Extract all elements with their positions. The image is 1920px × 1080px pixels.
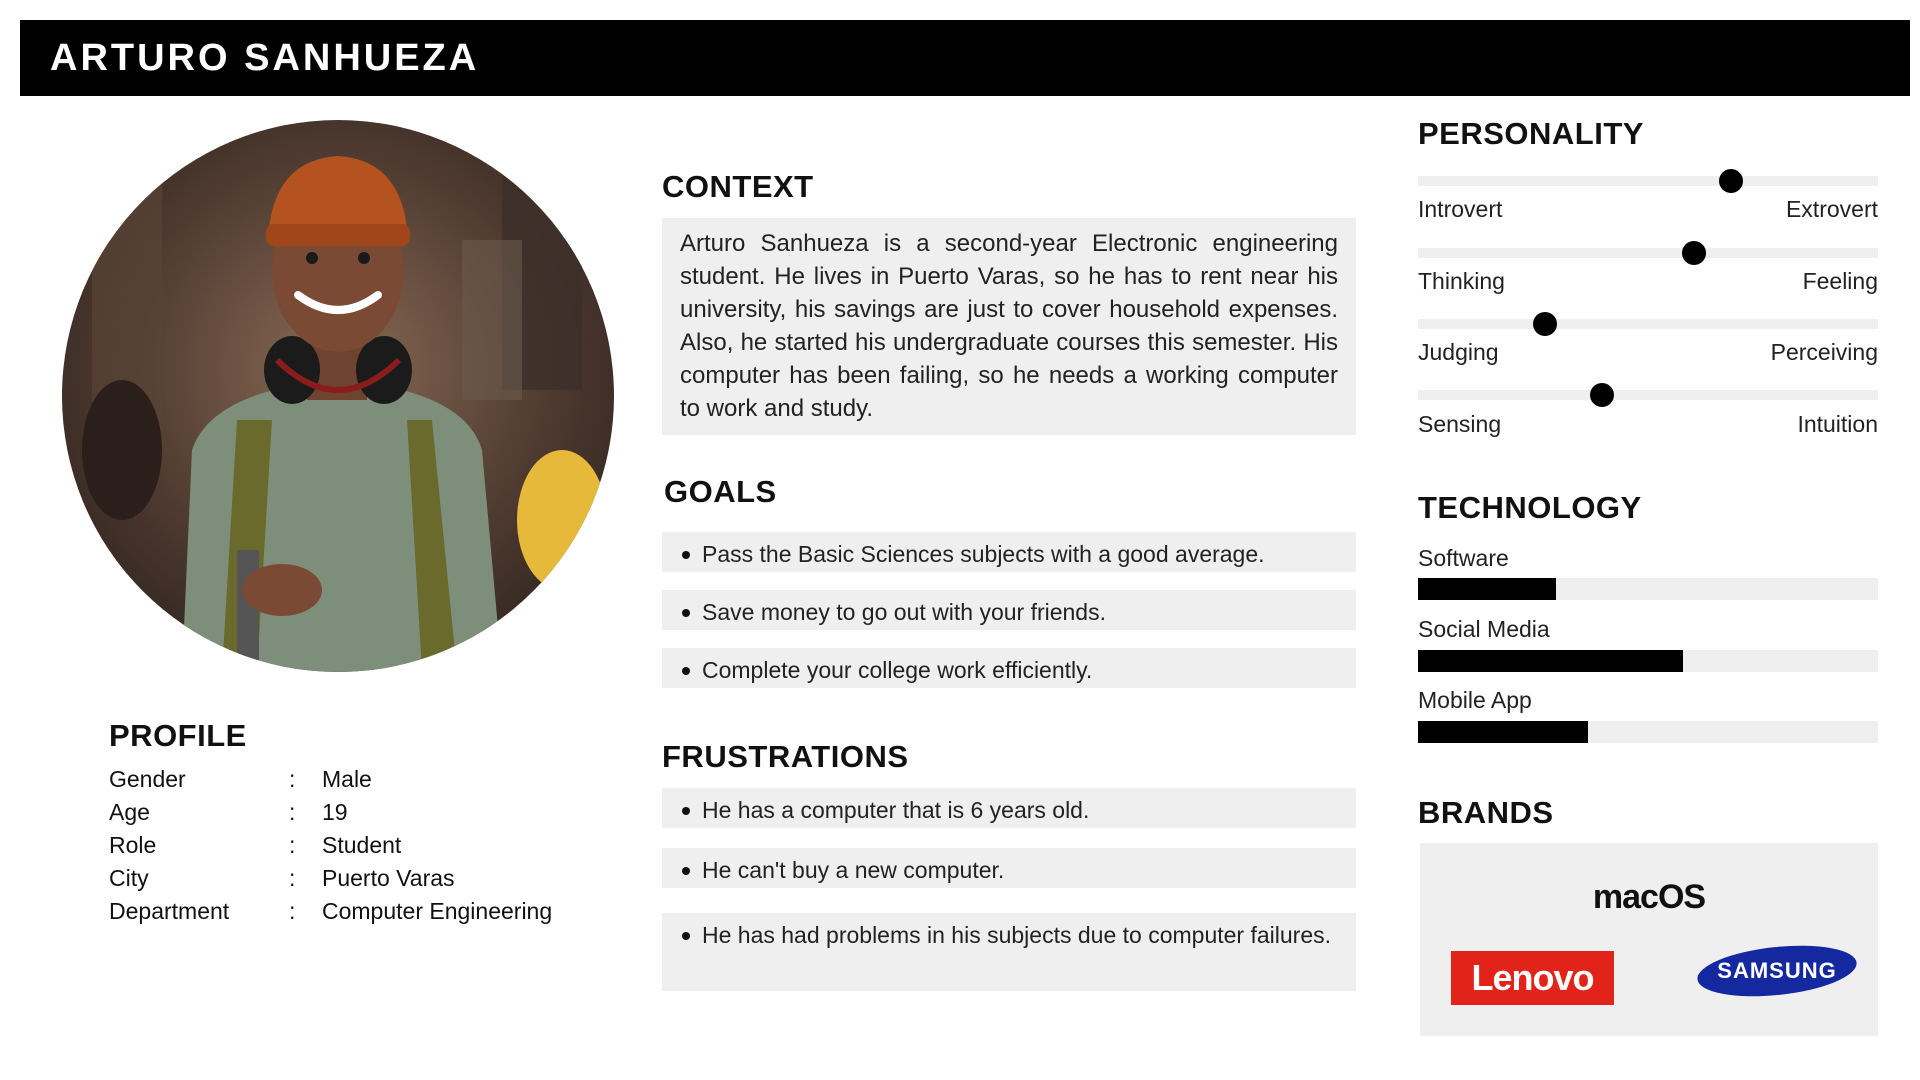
frustration-text: He has had problems in his subjects due to computer failures.: [702, 922, 1331, 948]
header-bar: [20, 20, 1910, 96]
bullet-icon: [682, 551, 690, 559]
profile-key: Age: [109, 799, 150, 825]
personality-slider: [1418, 248, 1878, 258]
goal-item: [662, 532, 1356, 572]
profile-colon: :: [289, 832, 296, 858]
tech-label: Mobile App: [1418, 687, 1532, 713]
profile-key: Role: [109, 832, 157, 858]
frustration-item: [662, 913, 1356, 991]
slider-right-label: Intuition: [1797, 411, 1878, 437]
samsung-logo-text: SAMSUNG: [1717, 958, 1837, 983]
personality-slider: [1418, 390, 1878, 400]
tech-bar: [1418, 650, 1878, 672]
profile-title: PROFILE: [109, 718, 247, 753]
goal-text: Pass the Basic Sciences subjects with a good average.: [702, 541, 1265, 567]
bullet-icon: [682, 667, 690, 675]
goal-item: [662, 590, 1356, 630]
profile-colon: :: [289, 766, 296, 792]
person-photo-icon: [62, 120, 614, 672]
brands-box: [1420, 843, 1878, 1036]
brands-title: BRANDS: [1418, 795, 1554, 830]
profile-colon: :: [289, 799, 296, 825]
slider-left-label: Thinking: [1418, 268, 1505, 294]
profile-value: Puerto Varas: [322, 865, 455, 891]
profile-value: 19: [322, 799, 348, 825]
personality-slider: [1418, 319, 1878, 329]
macos-logo: macOS: [1592, 878, 1706, 916]
goals-title: GOALS: [664, 474, 777, 509]
goal-text: Save money to go out with your friends.: [702, 599, 1106, 625]
personality-title: PERSONALITY: [1418, 116, 1644, 151]
tech-bar: [1418, 721, 1878, 743]
persona-photo: [62, 120, 614, 672]
slider-knob: [1590, 383, 1614, 407]
personality-slider: [1418, 176, 1878, 186]
profile-row-age: [109, 796, 569, 829]
tech-bar-fill: [1418, 650, 1683, 672]
profile-value: Male: [322, 766, 372, 792]
tech-label: Software: [1418, 545, 1509, 571]
frustration-text: He has a computer that is 6 years old.: [702, 797, 1090, 823]
bullet-icon: [682, 867, 690, 875]
persona-name: ARTURO SANHUEZA: [50, 37, 480, 79]
frustration-text: He can't buy a new computer.: [702, 857, 1005, 883]
lenovo-logo: Lenovo: [1451, 951, 1614, 1005]
profile-key: Department: [109, 898, 230, 924]
frustration-item: [662, 788, 1356, 828]
slider-knob: [1533, 312, 1557, 336]
profile-colon: :: [289, 865, 296, 891]
technology-title: TECHNOLOGY: [1418, 490, 1642, 525]
profile-value: Computer Engineering: [322, 898, 553, 924]
slider-right-label: Extrovert: [1785, 196, 1878, 222]
slider-left-label: Judging: [1418, 339, 1499, 365]
tech-bar-fill: [1418, 721, 1588, 743]
profile-key: Gender: [109, 766, 186, 792]
profile-key: City: [109, 865, 149, 891]
bullet-icon: [682, 807, 690, 815]
bullet-icon: [682, 932, 690, 940]
slider-right-label: Feeling: [1802, 268, 1878, 294]
goal-text: Complete your college work efficiently.: [702, 657, 1093, 683]
slider-left-label: Introvert: [1418, 196, 1503, 222]
context-title: CONTEXT: [662, 169, 814, 204]
goal-item: [662, 648, 1356, 688]
slider-knob: [1682, 241, 1706, 265]
profile-colon: :: [289, 898, 296, 924]
frustration-item: [662, 848, 1356, 888]
context-text: Arturo Sanhueza is a second-year Electronic engineering student. He lives in Puerto Varas, so he has to rent near his university, his savings are just to cover household expenses. Also, he started his undergraduate courses this semester. His computer has been failing, so he needs a working computer to work and study.: [680, 230, 1338, 422]
bullet-icon: [682, 609, 690, 617]
slider-left-label: Sensing: [1418, 411, 1502, 437]
profile-row-city: [109, 862, 569, 895]
samsung-logo-icon: [1696, 943, 1858, 999]
profile-row-department: [109, 895, 569, 928]
tech-label: Social Media: [1418, 616, 1550, 642]
profile-value: Student: [322, 832, 402, 858]
slider-right-label: Perceiving: [1770, 339, 1878, 365]
tech-bar-fill: [1418, 578, 1556, 600]
frustrations-title: FRUSTRATIONS: [662, 739, 909, 774]
profile-row-gender: [109, 763, 569, 796]
tech-bar: [1418, 578, 1878, 600]
slider-knob: [1719, 169, 1743, 193]
profile-row-role: [109, 829, 569, 862]
profile-table: [109, 763, 569, 928]
